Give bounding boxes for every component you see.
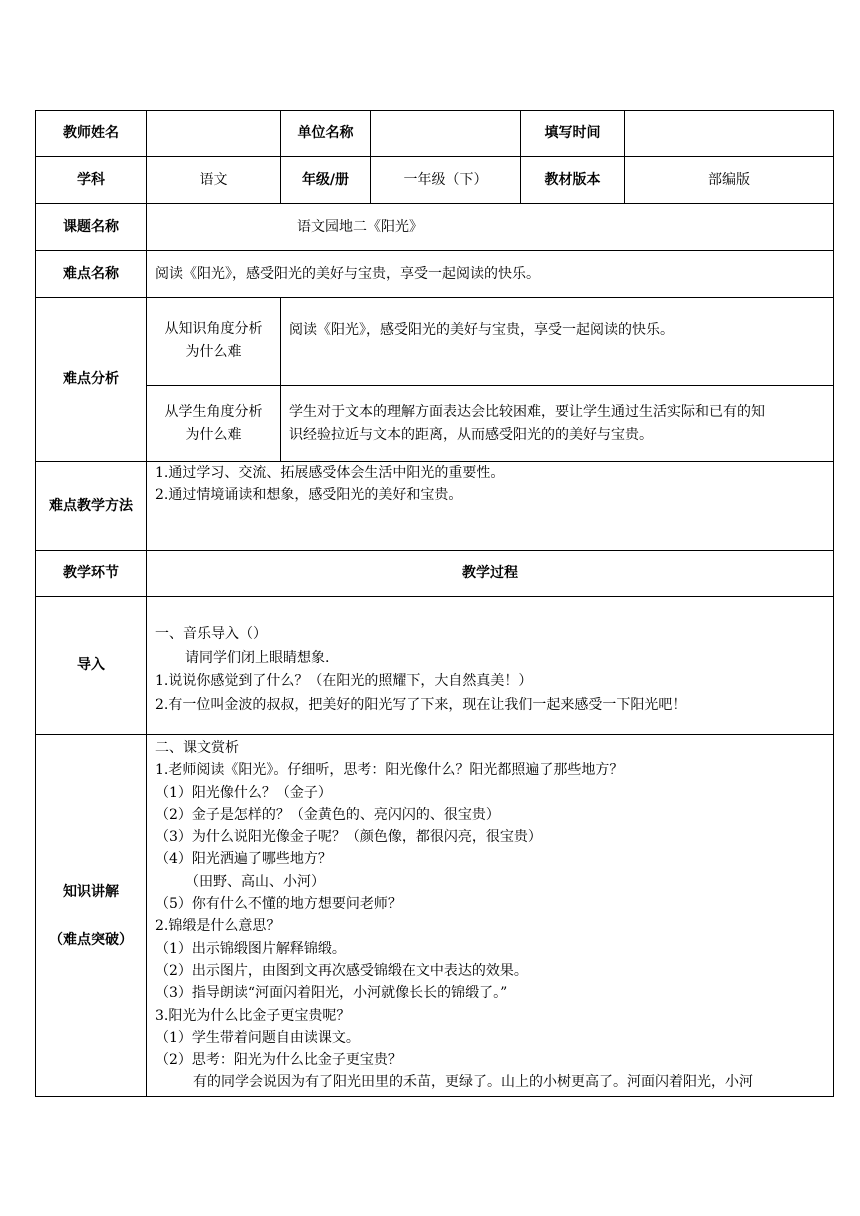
intro-line: 请同学们闭上眼睛想象. [185, 649, 330, 666]
intro-content [147, 597, 834, 735]
subject-label: 学科 [36, 157, 147, 204]
lesson-title-value: 语文园地二《阳光》 [147, 204, 834, 251]
grade-value: 一年级（下） [371, 157, 521, 204]
grade-label: 年级/册 [281, 157, 371, 204]
knowledge-line: 1.老师阅读《阳光》。仔细听，思考：阳光像什么？阳光都照遍了那些地方？ [155, 762, 624, 779]
student-angle-label-line1: 从学生角度分析 [164, 403, 263, 420]
method-text [147, 462, 834, 551]
knowledge-angle-label-line2: 为什么难 [185, 344, 242, 360]
row-lesson-title [36, 204, 834, 251]
intro-line: 1.说说你感觉到了什么？（在阳光的照耀下，大自然真美！） [155, 673, 533, 689]
knowledge-line: （5）你有什么不懂的地方想要问老师？ [155, 896, 402, 913]
row-knowledge [36, 735, 834, 1097]
stage-header: 教学环节 [36, 551, 147, 597]
knowledge-line: （3）指导朗读“河面闪着阳光，小河就像长长的锦缎了。” [155, 985, 508, 1002]
intro-line: 2.有一位叫金波的叔叔，把美好的阳光写了下来，现在让我们一起来感受一下阳光吧！ [155, 696, 687, 713]
knowledge-line: 有的同学会说因为有了阳光田里的禾苗，更绿了。山上的小树更高了。河面闪着阳光，小河 [193, 1074, 753, 1091]
fill-time-value[interactable] [625, 111, 834, 157]
row-difficulty [36, 251, 834, 298]
knowledge-label-line1: 知识讲解 [63, 883, 119, 900]
subject-value: 语文 [147, 157, 281, 204]
knowledge-line: （1）出示锦缎图片解释锦缎。 [155, 940, 346, 957]
unit-name-label: 单位名称 [281, 111, 371, 157]
knowledge-line: 2.锦缎是什么意思？ [155, 918, 281, 935]
method-label: 难点教学方法 [36, 462, 147, 551]
knowledge-angle-label [147, 298, 281, 386]
difficulty-label: 难点名称 [36, 251, 147, 298]
knowledge-line: 二、课文赏析 [155, 740, 239, 756]
knowledge-line: （2）金子是怎样的？（金黄色的、亮闪闪的、很宝贵） [155, 806, 500, 823]
analysis-label: 难点分析 [36, 298, 147, 462]
knowledge-line: （1）学生带着问题自由读课文。 [155, 1029, 360, 1046]
teacher-name-label: 教师姓名 [36, 111, 147, 157]
student-angle-label-line2: 为什么难 [185, 426, 242, 443]
knowledge-line: （1）阳光像什么？（金子） [155, 784, 332, 801]
intro-line: 一、音乐导入（） [155, 626, 267, 642]
student-angle-text [281, 386, 834, 462]
knowledge-angle-label-line1: 从知识角度分析 [164, 321, 263, 337]
row-header-1 [36, 111, 834, 157]
textbook-value: 部编版 [625, 157, 834, 204]
method-line-2: 2.通过情境诵读和想象，感受阳光的美好和宝贵。 [155, 487, 463, 503]
student-angle-text-line2: 识经验拉近与文本的距离，从而感受阳光的的美好与宝贵。 [289, 426, 653, 443]
student-angle-label [147, 386, 281, 462]
textbook-label: 教材版本 [521, 157, 625, 204]
row-analysis-knowledge [36, 298, 834, 386]
unit-name-value[interactable] [371, 111, 521, 157]
teacher-name-value[interactable] [147, 111, 281, 157]
knowledge-line: （2）出示图片，由图到文再次感受锦缎在文中表达的效果。 [155, 962, 528, 979]
row-intro [36, 597, 834, 735]
knowledge-line: （田野、高山、小河） [185, 873, 325, 890]
knowledge-content [147, 735, 834, 1097]
knowledge-line: （2）思考：阳光为什么比金子更宝贵？ [155, 1052, 402, 1069]
row-process-header [36, 551, 834, 597]
difficulty-value: 阅读《阳光》，感受阳光的美好与宝贵，享受一起阅读的快乐。 [147, 251, 834, 298]
student-angle-text-line1: 学生对于文本的理解方面表达会比较困难，要让学生通过生活实际和已有的知 [289, 403, 765, 420]
knowledge-label-line2: （难点突破） [49, 931, 133, 948]
process-header: 教学过程 [147, 551, 834, 597]
knowledge-line: （3）为什么说阳光像金子呢？（颜色像，都很闪亮，很宝贵） [155, 829, 542, 846]
fill-time-label: 填写时间 [521, 111, 625, 157]
knowledge-line: 3.阳光为什么比金子更宝贵呢？ [155, 1007, 351, 1024]
knowledge-line: （4）阳光洒遍了哪些地方？ [155, 851, 332, 868]
row-analysis-student [36, 386, 834, 462]
method-line-1: 1.通过学习、交流、拓展感受体会生活中阳光的重要性。 [155, 465, 505, 481]
knowledge-label [36, 735, 147, 1097]
lesson-title-label: 课题名称 [36, 204, 147, 251]
row-header-2 [36, 157, 834, 204]
row-method [36, 462, 834, 551]
lesson-plan-table [35, 110, 834, 1097]
knowledge-angle-text: 阅读《阳光》，感受阳光的美好与宝贵，享受一起阅读的快乐。 [281, 298, 834, 386]
intro-label: 导入 [36, 597, 147, 735]
